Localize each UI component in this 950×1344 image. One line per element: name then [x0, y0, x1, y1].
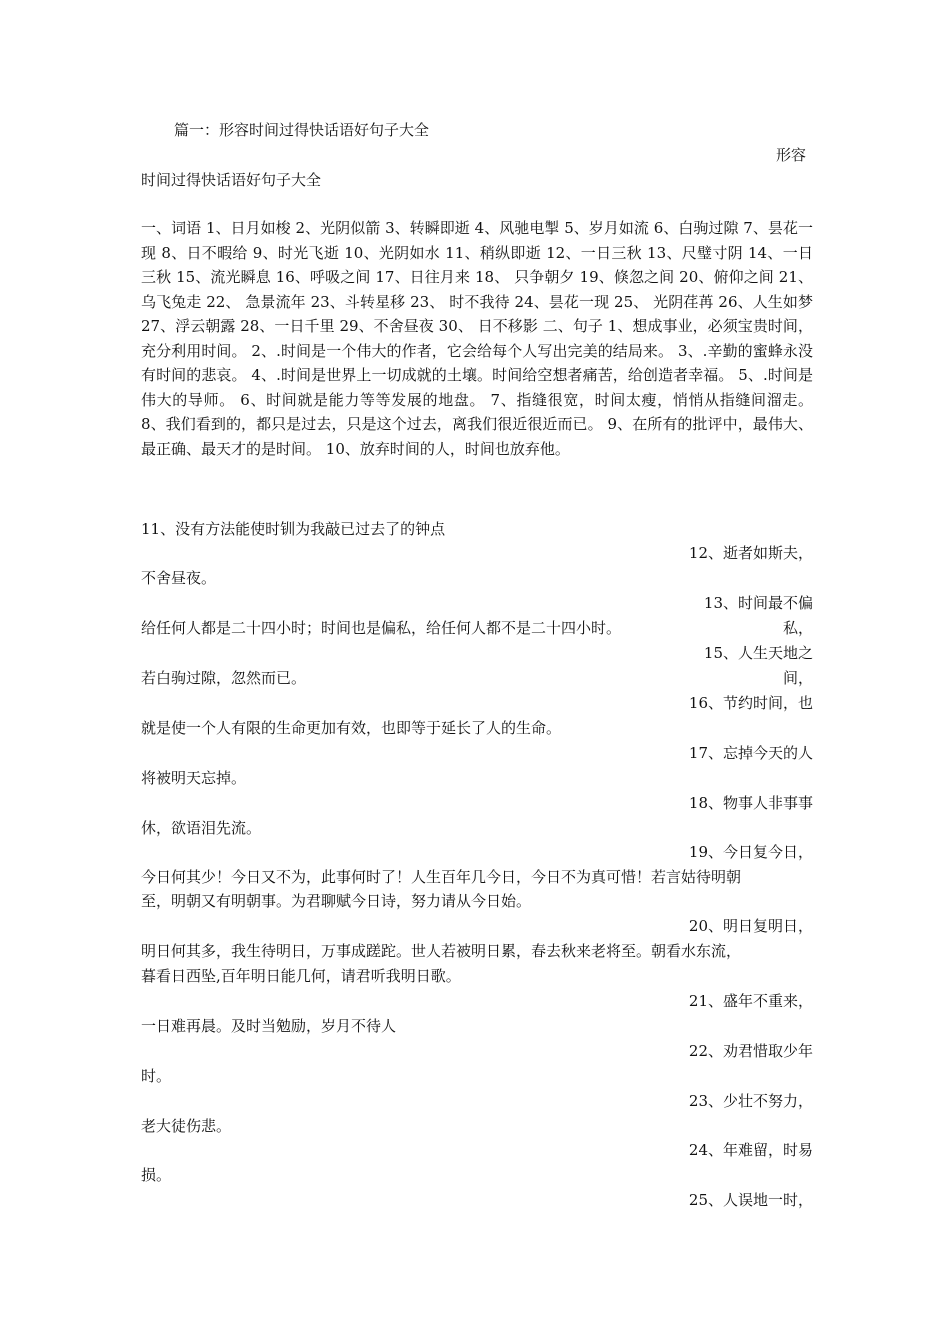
sentence-20-start: 20、明日复明日， — [688, 917, 813, 935]
subtitle-part-2: 时间过得快话语好句子大全 — [141, 171, 322, 189]
sentence-15-cont: 若白驹过隙，忽然而已。 — [141, 669, 307, 687]
sentence-17-start: 17、忘掉今天的人 — [688, 744, 813, 762]
sentence-20-cont-1: 明日何其多，我生待明日，万事成蹉跎。世人若被明日累，春去秋来老将至。朝看水东流， — [141, 942, 742, 960]
sentence-12-cont: 不舍昼夜。 — [141, 569, 217, 587]
sentence-16-start: 16、节约时间，也 — [688, 694, 813, 712]
sentence-24-start: 24、年难留，时易 — [688, 1141, 813, 1159]
sentence-22-start: 22、劝君惜取少年 — [688, 1042, 813, 1060]
sentence-11: 11、没有方法能使时钏为我敲已过去了的钟点 — [141, 520, 446, 538]
sentence-13-cont: 给任何人都是二十四小时；时间也是偏私，给任何人都不是二十四小时。 — [141, 619, 622, 637]
sentence-22-cont: 时。 — [141, 1067, 172, 1085]
sentence-25-start: 25、人误地一时， — [688, 1191, 813, 1209]
sentence-16-cont: 就是使一个人有限的生命更加有效，也即等于延长了人的生命。 — [141, 719, 562, 737]
sentence-18-cont: 休，欲语泪先流。 — [141, 819, 262, 837]
section-words-and-sentences: 一、词语 1、日月如梭 2、光阴似箭 3、转瞬即逝 4、风驰电掣 5、岁月如流 6、白驹过隙 7、昙花一现 8、日不暇给 9、时光飞逝 10、光阴如水 11、稍纵即逝 12、一日三秋 13、尺璧寸阴 14、一日三秋 15、流光瞬息 16、呼吸之间 17、日往月来 18、 只争朝夕 19、倏忽之间 20、俯仰之间 21、 乌飞兔走 22、 急景流年 23、斗转星移 23、 时不我待 24、昙花一现 25、 光阴荏苒 26、人生如梦 27、浮云朝露 28、一日千里 29、不舍昼夜 30、 日不移影 二、句子 1、想成事业，必须宝贵时间，充分利用时间。 2、.时间是一个伟大的作者，它会给每个人写出完美的结局来。 3、.辛勤的蜜蜂永没有时间的悲哀。 4、.时间是世界上一切成就的土壤。时间给空想者痛苦，给创造者幸福。 5、.时间是伟大的导师。 6、时间就是能力等等发展的地盘。 7、指缝很宽，时间太瘦，悄悄从指缝间溜走。 8、我们看到的，都只是过去，只是这个过去，离我们很近很近而已。 9、在所有的批评中，最伟大、最正确、最天才的是时间。 10、放弃时间的人，时间也放弃他。 — [141, 219, 813, 458]
subtitle-part-1: 形容 — [776, 146, 807, 164]
sentence-13-start: 13、时间最不偏私， — [703, 594, 813, 637]
sentence-23-cont: 老大徒伤悲。 — [141, 1117, 232, 1135]
sentence-20-cont-2: 暮看日西坠,百年明日能几何，请君听我明日歌。 — [141, 967, 461, 985]
sentence-15-start: 15、人生天地之间， — [703, 644, 813, 687]
sentence-19-start: 19、今日复今日， — [688, 843, 813, 861]
sentence-12-start: 12、逝者如斯夫， — [688, 544, 813, 562]
sentence-17-cont: 将被明天忘掉。 — [141, 769, 247, 787]
document-title: 篇一：形容时间过得快话语好句子大全 — [174, 121, 430, 139]
sentence-21-start: 21、盛年不重来， — [688, 992, 813, 1010]
sentence-21-cont: 一日难再晨。及时当勉励，岁月不待人 — [141, 1017, 397, 1035]
sentence-19-cont-2: 至，明朝又有明朝事。为君聊赋今日诗，努力请从今日始。 — [141, 892, 532, 910]
sentence-19-cont-1: 今日何其少！今日又不为，此事何时了！人生百年几今日，今日不为真可惜！若言姑待明朝 — [141, 868, 742, 886]
sentence-24-cont: 损。 — [141, 1166, 172, 1184]
sentence-23-start: 23、少壮不努力， — [688, 1092, 813, 1110]
sentence-18-start: 18、物事人非事事 — [688, 794, 813, 812]
